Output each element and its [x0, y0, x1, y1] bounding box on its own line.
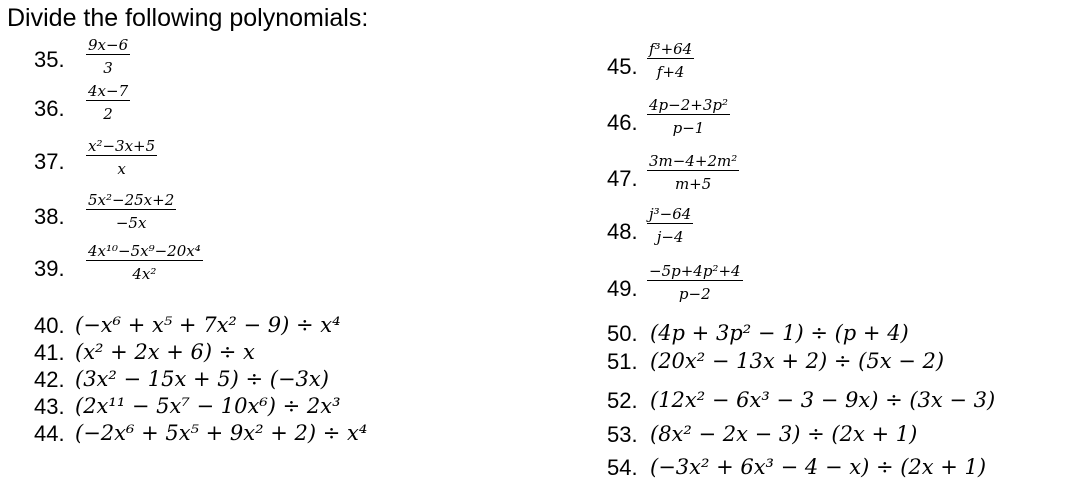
problem-45-number: 45. — [607, 54, 638, 79]
problem-38-number: 38. — [34, 204, 65, 229]
problem-52-number: 52. — [607, 388, 638, 413]
denominator: f+4 — [656, 63, 685, 81]
problem-48-fraction — [647, 205, 693, 246]
denominator: p−1 — [672, 119, 705, 137]
problem-48-number: 48. — [607, 219, 638, 244]
denominator: p−2 — [678, 285, 711, 303]
denominator: j−4 — [656, 228, 684, 246]
numerator: 3m−4+2m² — [649, 152, 738, 170]
problem-36-fraction — [86, 82, 130, 123]
worksheet-title: Divide the following polynomials: — [7, 4, 369, 32]
problem-54-number: 54. — [607, 455, 638, 480]
problem-41-expression: (x² + 2x + 6) ÷ x — [75, 340, 255, 364]
problem-35-fraction — [86, 36, 130, 77]
problem-42-expression: (3x² − 15x + 5) ÷ (−3x) — [75, 367, 329, 391]
problem-53-expression: (8x² − 2x − 3) ÷ (2x + 1) — [650, 422, 918, 446]
denominator: −5x — [115, 214, 147, 232]
problem-40-number: 40. — [34, 313, 65, 338]
problem-41-number: 41. — [34, 340, 65, 365]
numerator: f³+64 — [649, 40, 693, 58]
problem-46-number: 46. — [607, 110, 638, 135]
problem-37-fraction — [86, 137, 157, 178]
denominator: x — [117, 160, 126, 178]
denominator: 2 — [103, 105, 113, 123]
problem-40-expression: (−x⁶ + x⁵ + 7x² − 9) ÷ x⁴ — [75, 313, 341, 337]
problem-51-number: 51. — [607, 349, 638, 374]
problem-49-number: 49. — [607, 276, 638, 301]
problem-38-fraction — [86, 191, 176, 232]
numerator: 4x−7 — [88, 82, 129, 100]
problem-47-number: 47. — [607, 166, 638, 191]
denominator: m+5 — [674, 175, 712, 193]
numerator: 4x¹⁰−5x⁹−20x⁴ — [88, 242, 201, 260]
problem-47-fraction — [647, 152, 739, 193]
problem-50-expression: (4p + 3p² − 1) ÷ (p + 4) — [650, 321, 909, 345]
problem-44-expression: (−2x⁶ + 5x⁵ + 9x² + 2) ÷ x⁴ — [75, 421, 368, 445]
problem-36-number: 36. — [34, 96, 65, 121]
problem-44-number: 44. — [34, 421, 65, 446]
problem-37-number: 37. — [34, 149, 65, 174]
numerator: 9x−6 — [88, 36, 129, 54]
numerator: j³−64 — [649, 205, 692, 223]
problem-52-expression: (12x² − 6x³ − 3 − 9x) ÷ (3x − 3) — [650, 388, 996, 412]
problem-39-number: 39. — [34, 256, 65, 281]
problem-46-fraction — [647, 96, 730, 137]
numerator: −5p+4p²+4 — [649, 262, 741, 280]
denominator: 3 — [103, 59, 113, 77]
problem-53-number: 53. — [607, 422, 638, 447]
problem-39-fraction — [86, 242, 203, 283]
numerator: 5x²−25x+2 — [88, 191, 175, 209]
denominator: 4x² — [132, 265, 157, 283]
problem-43-expression: (2x¹¹ − 5x⁷ − 10x⁶) ÷ 2x³ — [75, 394, 341, 418]
numerator: 4p−2+3p² — [649, 96, 728, 114]
problem-35-number: 35. — [34, 47, 65, 72]
problem-50-number: 50. — [607, 321, 638, 346]
problem-42-number: 42. — [34, 367, 65, 392]
problem-43-number: 43. — [34, 394, 65, 419]
problem-51-expression: (20x² − 13x + 2) ÷ (5x − 2) — [650, 349, 945, 373]
problem-54-expression: (−3x² + 6x³ − 4 − x) ÷ (2x + 1) — [650, 455, 987, 479]
problem-45-fraction — [647, 40, 694, 81]
numerator: x²−3x+5 — [88, 137, 156, 155]
problem-49-fraction — [647, 262, 743, 303]
